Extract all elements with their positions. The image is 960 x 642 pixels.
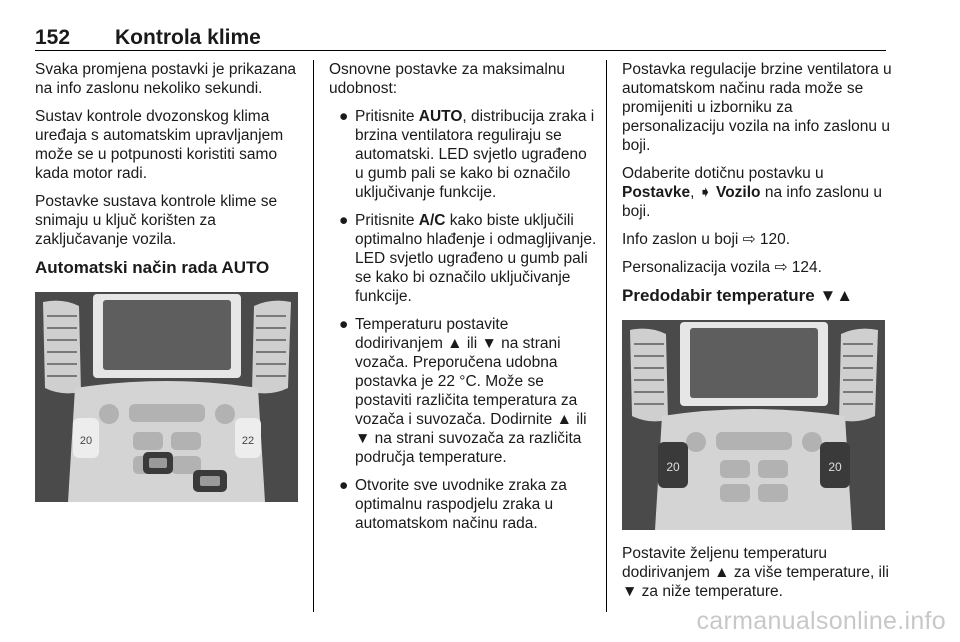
- list-item: [329, 476, 597, 533]
- page-header: [35, 26, 885, 52]
- image-temp-left: 20: [79, 435, 93, 447]
- paragraph-info-display: Svaka promjena postavki je prikazana na info zaslonu nekoliko sekundi.: [35, 61, 297, 97]
- bullet-text: Temperaturu postavite dodirivanjem ▲ ili ▼ na strani vozača. Preporučena udobna postavka je 22 °C. Može se postaviti različita temperatura za vozača i suvozača. Dodirnite ▲ ili ▼ na strani suvozača za različita područja temperature.: [355, 316, 587, 466]
- paragraph-text: Odaberite dotičnu postavku u: [622, 165, 824, 182]
- bullet-text: Pritisnite: [355, 108, 419, 125]
- heading-temperature-preset: Predodabir temperature ▼▲: [622, 286, 854, 305]
- bullet-icon: ●: [339, 316, 349, 333]
- image-temp-left: 20: [666, 460, 680, 474]
- image-temp-right: 20: [828, 460, 842, 474]
- heading-auto-mode: Automatski način rada AUTO: [35, 258, 270, 277]
- header-rule: [35, 50, 886, 51]
- image-temp-right: 22: [241, 435, 255, 447]
- column-divider-2: [606, 60, 607, 612]
- column-2: [329, 60, 597, 542]
- paragraph-fan-speed: Postavka regulacije brzine ventilatora u automatskom načinu rada može se promijeniti u izborniku za personalizaciju vozila na info zaslonu u boji.: [622, 61, 892, 154]
- bullet-icon: ●: [339, 212, 349, 229]
- ac-button-label: A/C: [418, 212, 446, 229]
- bullet-text: kako biste uključili optimalno hlađenje i odmagljivanje. LED svjetlo ugrađeno u gumb pali se kako bi označilo uključivanje funkcije.: [355, 212, 597, 305]
- paragraph-select-setting: [622, 164, 892, 221]
- paragraph-key-memory: Postavke sustava kontrole klime se snimaju u ključ korišten za zaključavanje vozila.: [35, 193, 278, 248]
- paragraph-basic-settings: Osnovne postavke za maksimalnu udobnost:: [329, 61, 566, 97]
- paragraph-text: ,: [690, 184, 699, 201]
- column-divider-1: [313, 60, 314, 612]
- climate-panel-image-temperature: [622, 320, 885, 530]
- bullet-icon: ●: [339, 477, 349, 494]
- settings-menu-label: Postavke: [622, 184, 691, 201]
- paragraph-set-temperature: Postavite željenu temperaturu dodirivanjem ▲ za više temperature, ili ▼ za niže temperature.: [622, 545, 889, 600]
- list-item: [329, 211, 597, 306]
- climate-panel-image-auto: [35, 292, 298, 502]
- vehicle-menu-label: Vozilo: [716, 184, 761, 201]
- page-number: 152: [35, 26, 71, 49]
- watermark: carmanualsonline.info: [696, 607, 946, 635]
- link-vehicle-personalization[interactable]: Personalizacija vozila ⇨ 124.: [622, 259, 822, 276]
- paragraph-text: na info zaslonu u boji.: [622, 184, 883, 220]
- list-item: [329, 107, 597, 202]
- chapter-title: Kontrola klime: [115, 26, 261, 49]
- arrow-right-icon: ➧: [698, 184, 712, 201]
- bullet-text: , distribucija zraka i brzina ventilatora reguliraju se automatski. LED svjetlo ugrađeno u gumb pali se kako bi označilo uključivanje funkcije.: [355, 108, 595, 201]
- link-info-display[interactable]: Info zaslon u boji ⇨ 120.: [622, 231, 791, 248]
- climate-panel-illustration: [622, 320, 885, 530]
- list-item: [329, 315, 597, 467]
- bullet-text: Pritisnite: [355, 212, 419, 229]
- bullet-icon: ●: [339, 108, 349, 125]
- bullet-list: [329, 107, 597, 533]
- column-3: [622, 60, 892, 610]
- auto-button-label: AUTO: [418, 108, 463, 125]
- bullet-text: Otvorite sve uvodnike zraka za optimalnu raspodjelu zraka u automatskom načinu rada.: [355, 477, 567, 532]
- climate-panel-illustration: [35, 292, 298, 502]
- column-1: [35, 60, 300, 502]
- paragraph-dual-zone: Sustav kontrole dvozonskog klima uređaja s automatskim upravljanjem može se u potpunosti koristiti samo kada motor radi.: [35, 108, 284, 182]
